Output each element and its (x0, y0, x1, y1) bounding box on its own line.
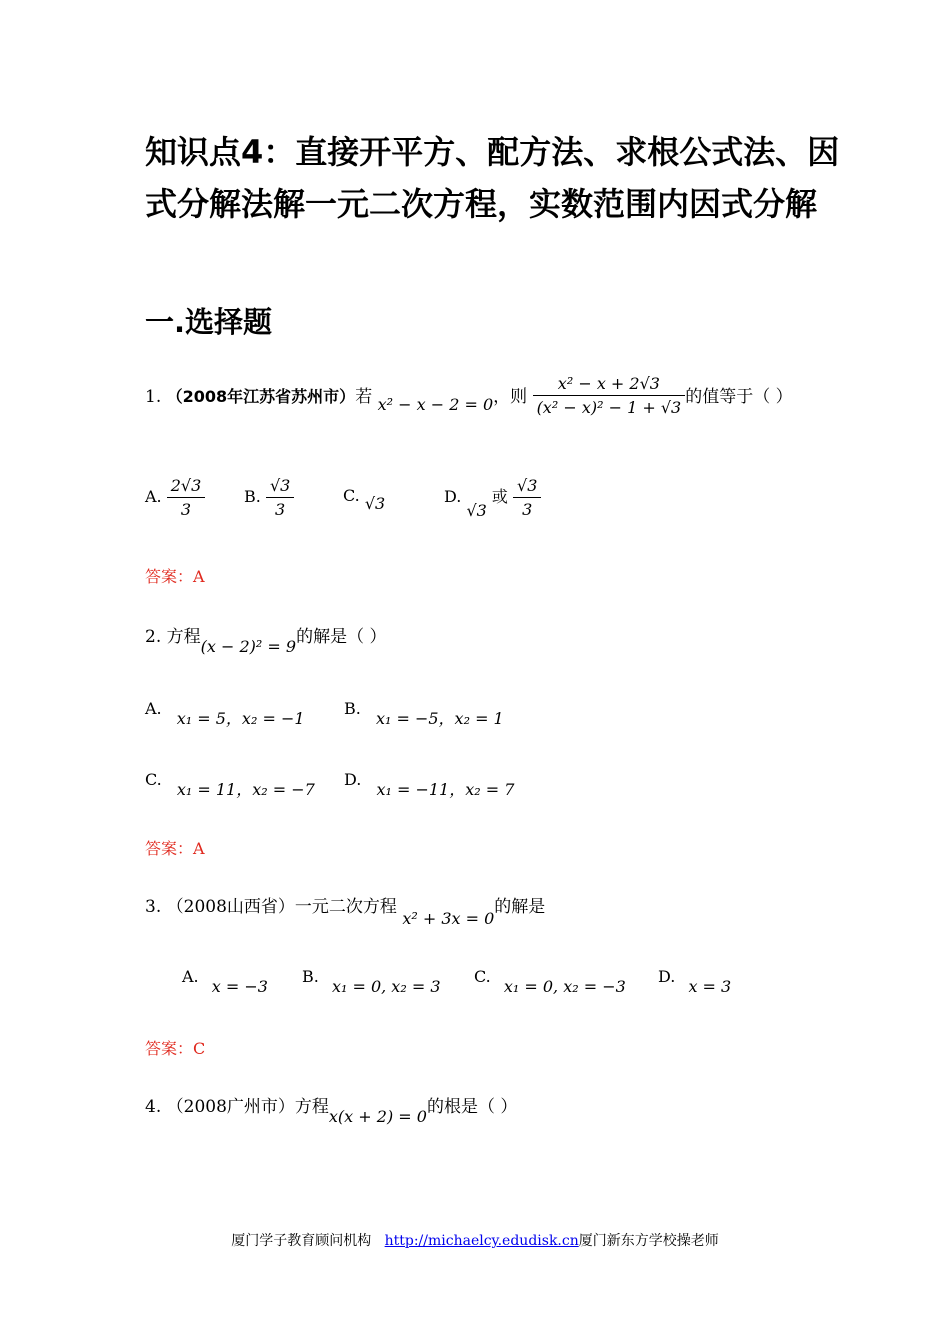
option-value: x = −3 (211, 977, 268, 996)
option-a (182, 967, 268, 996)
question-number: 3. (145, 897, 162, 917)
option-label: A. (145, 699, 162, 718)
question-source: （2008广州市）方程 (166, 1097, 329, 1117)
fraction-denominator: 3 (275, 500, 286, 519)
option-label: D. (444, 487, 462, 506)
question-text: 若 (355, 387, 373, 407)
footer-org: 厦门学子教育顾问机构 (231, 1233, 372, 1249)
option-a (145, 476, 205, 519)
question-number: 1. (145, 387, 162, 407)
question-4 (145, 1092, 518, 1126)
option-connector: 或 (491, 487, 508, 506)
expression-fraction (533, 374, 686, 417)
fraction-denominator: 3 (180, 500, 192, 519)
option-label: A. (145, 487, 162, 506)
option-d (344, 767, 515, 799)
fraction-numerator: √3 (266, 476, 294, 498)
answer-1: 答案：A (145, 567, 205, 586)
option-b (344, 696, 504, 728)
option-d (658, 967, 732, 996)
option-fraction (167, 476, 206, 519)
option-b (302, 967, 441, 996)
question-text: 的解是（ ） (296, 627, 387, 647)
answer-2: 答案：A (145, 839, 205, 858)
option-value: x₁ = 0, x₂ = 3 (331, 977, 441, 996)
option-label: A. (182, 967, 199, 986)
option-value: √3 (466, 501, 487, 520)
option-c (343, 486, 386, 513)
option-label: D. (344, 770, 362, 789)
fraction-numerator: √3 (513, 476, 541, 498)
option-value: x₁ = −11，x₂ = 7 (376, 780, 515, 799)
option-fraction (266, 476, 294, 519)
option-value: x₁ = 11，x₂ = −7 (176, 780, 315, 799)
option-value: x₁ = 5，x₂ = −1 (176, 709, 305, 728)
option-c (145, 767, 315, 799)
option-value: x₁ = 0, x₂ = −3 (503, 977, 626, 996)
option-d (444, 476, 541, 519)
footer-link[interactable]: http://michaelcy.edudisk.cn (384, 1233, 579, 1249)
condition-equation: x² − x − 2 = 0 (377, 395, 494, 414)
option-value: x = 3 (688, 977, 732, 996)
question-number: 4. (145, 1097, 162, 1117)
question-text: 的根是（ ） (426, 1097, 518, 1117)
question-number: 2. (145, 627, 162, 647)
page-title: 知识点4：直接开平方、配方法、求根公式法、因式分解法解一元二次方程，实数范围内因式分解 (145, 133, 840, 223)
option-value: x₁ = −5，x₂ = 1 (375, 709, 504, 728)
question-2 (145, 622, 387, 656)
option-c (474, 967, 626, 996)
question-text: ，则 (493, 387, 528, 407)
question-equation: x(x + 2) = 0 (328, 1107, 427, 1126)
footer-teacher: 厦门新东方学校操老师 (578, 1233, 719, 1249)
fraction-denominator: 3 (522, 500, 533, 519)
question-source: （2008年江苏省苏州市） (166, 387, 356, 406)
page-footer (0, 1230, 950, 1250)
fraction-numerator: 2√3 (167, 476, 206, 498)
question-equation: (x − 2)² = 9 (200, 637, 297, 656)
option-label: C. (343, 486, 360, 505)
option-fraction (513, 476, 541, 519)
question-1 (145, 376, 793, 419)
question-3 (145, 892, 546, 928)
option-label: D. (658, 967, 676, 986)
option-b (244, 476, 294, 519)
option-label: C. (474, 967, 491, 986)
answer-3: 答案：C (145, 1039, 206, 1058)
option-a (145, 696, 305, 728)
question-equation: x² + 3x = 0 (402, 909, 495, 928)
question-text: 方程 (166, 627, 201, 647)
option-label: C. (145, 770, 162, 789)
fraction-denominator: (x² − x)² − 1 + √3 (536, 398, 682, 417)
section-heading: 一.选择题 (145, 305, 273, 339)
option-label: B. (302, 967, 319, 986)
option-label: B. (244, 487, 261, 506)
option-label: B. (344, 699, 361, 718)
fraction-numerator: x² − x + 2√3 (533, 374, 686, 396)
option-value: √3 (364, 494, 386, 513)
question-text: 的值等于（ ） (685, 387, 793, 407)
question-text: 的解是 (494, 897, 546, 917)
question-source: （2008山西省）一元二次方程 (166, 897, 397, 917)
